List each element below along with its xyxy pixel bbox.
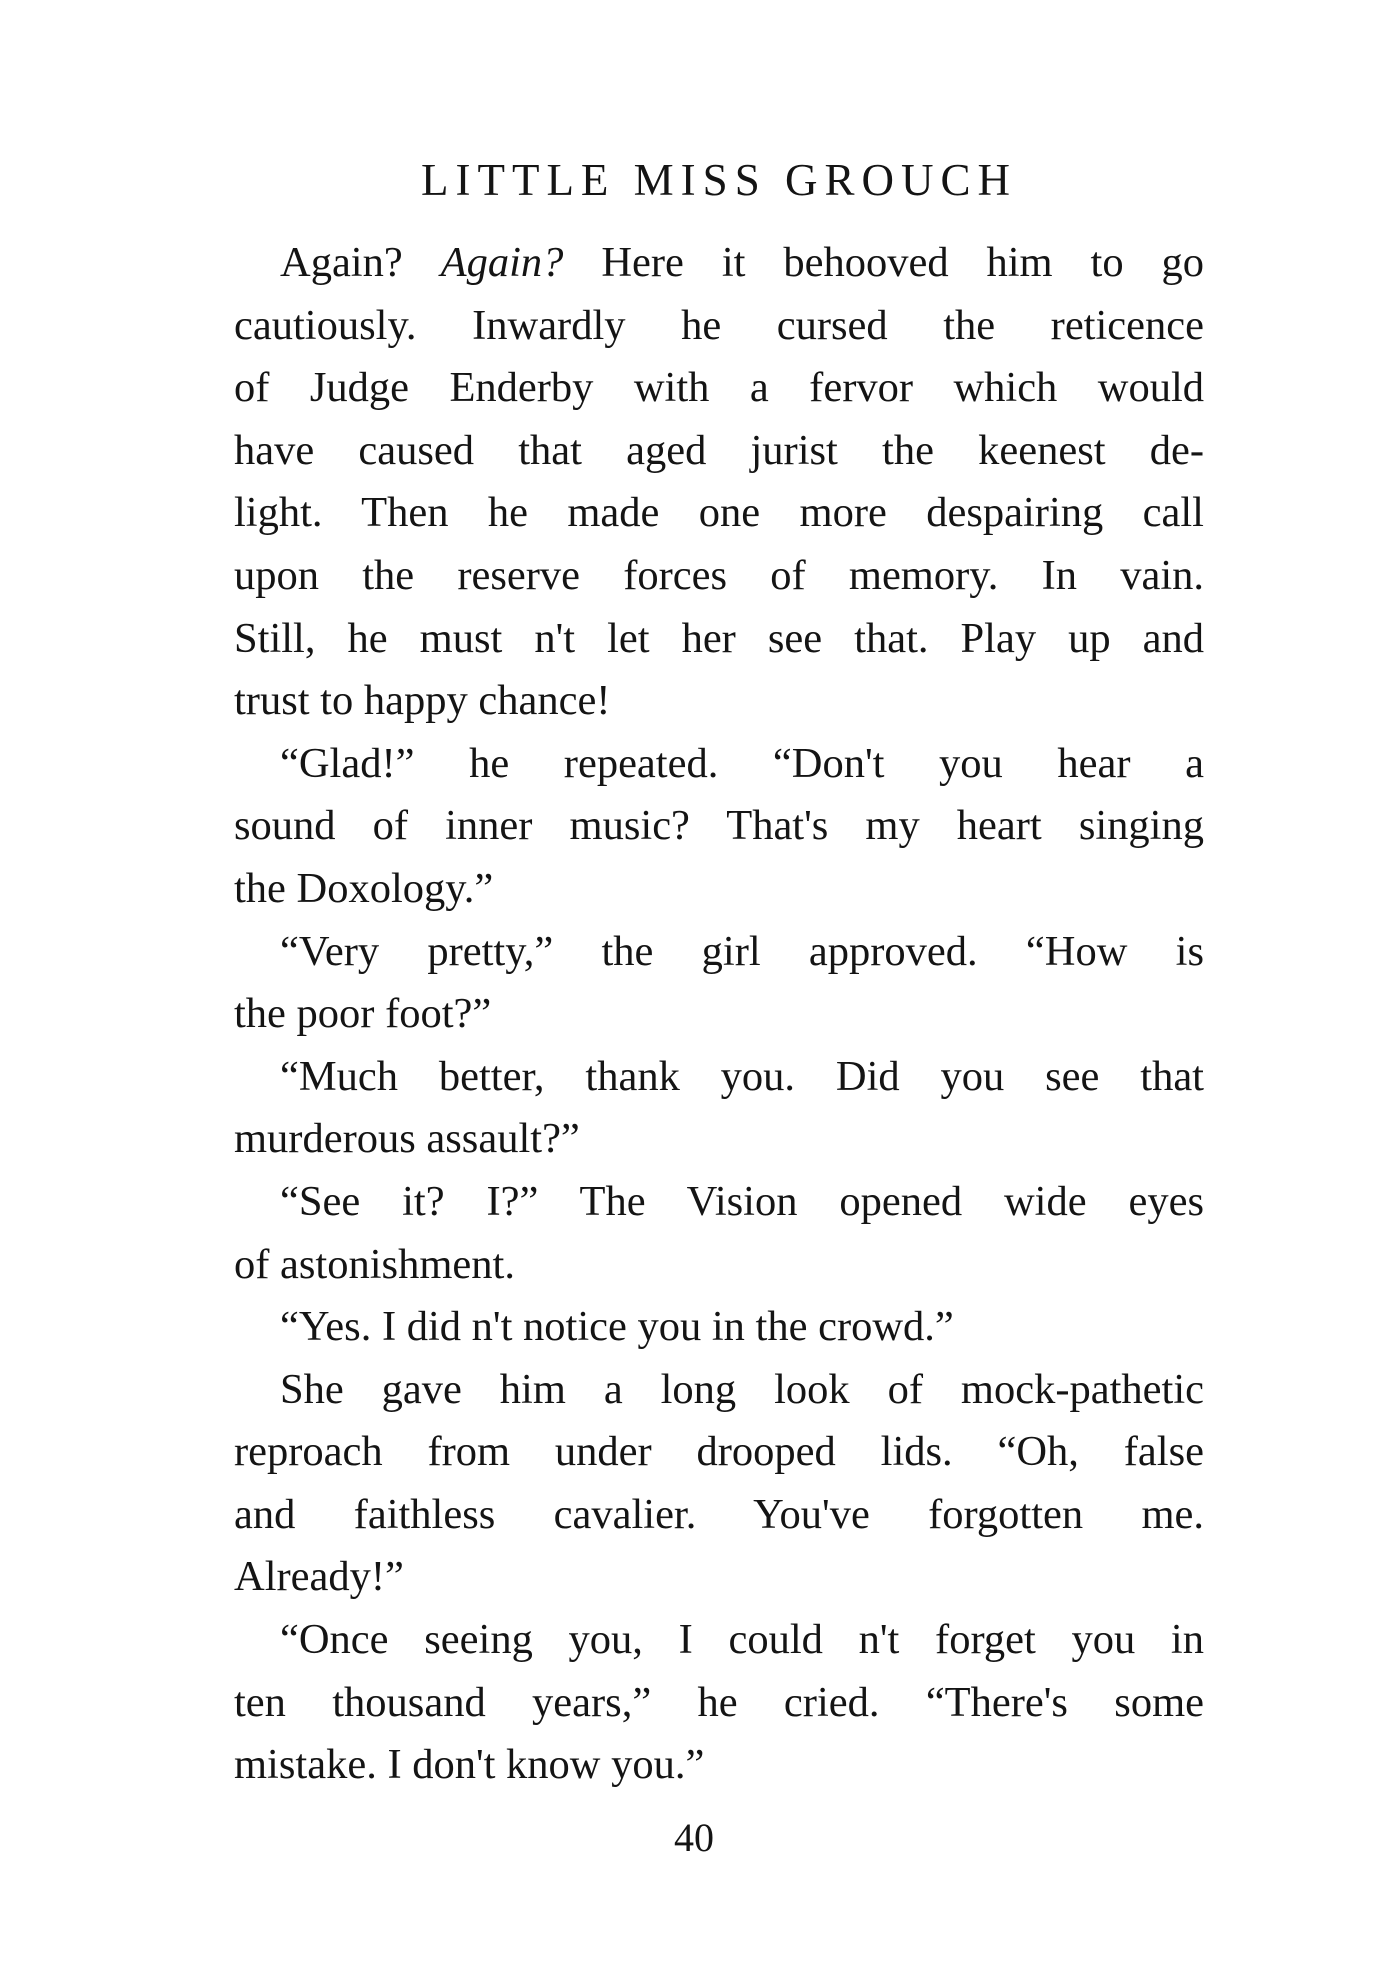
text-segment: “See it? I?” The Vision opened wide eyes xyxy=(280,1177,1204,1225)
text-line xyxy=(234,232,1204,295)
text-segment: Again? xyxy=(280,239,441,286)
text-segment: murderous assault?” xyxy=(234,1115,580,1163)
text-line xyxy=(234,420,1204,483)
text-segment: light. Then he made one more despairing call xyxy=(234,489,1204,537)
text-line xyxy=(234,1171,1204,1234)
text-line xyxy=(234,1108,1204,1171)
text-line xyxy=(234,482,1204,545)
text-segment: have caused that aged jurist the keenest de- xyxy=(234,426,1204,474)
text-segment: “Very pretty,” the girl approved. “How is xyxy=(280,927,1204,975)
text-segment: upon the reserve forces of memory. In vain. xyxy=(234,551,1204,599)
text-line xyxy=(234,795,1204,858)
text-line xyxy=(234,1734,1204,1797)
text-line xyxy=(234,921,1204,984)
text-line xyxy=(234,1484,1204,1547)
text-line xyxy=(234,858,1204,921)
text-segment: and faithless cavalier. You've forgotten me. xyxy=(234,1490,1204,1538)
page-number: 40 xyxy=(674,1815,714,1860)
text-line xyxy=(234,608,1204,671)
text-segment: mistake. I don't know you.” xyxy=(234,1741,705,1789)
text-segment: of Judge Enderby with a fervor which would xyxy=(234,364,1204,412)
text-segment: the Doxology.” xyxy=(234,864,494,912)
text-segment: of astonishment. xyxy=(234,1240,515,1288)
text-segment: “Glad!” he repeated. “Don't you hear a xyxy=(280,739,1204,787)
text-segment: the poor foot?” xyxy=(234,990,492,1038)
text-line xyxy=(234,983,1204,1046)
text-line xyxy=(234,545,1204,608)
text-segment: trust to happy chance! xyxy=(234,677,611,725)
text-line xyxy=(234,1046,1204,1109)
text-segment: Here it behooved him to go xyxy=(563,239,1204,286)
text-line xyxy=(234,1546,1204,1609)
text-segment: sound of inner music? That's my heart singing xyxy=(234,802,1204,850)
text-line xyxy=(234,670,1204,733)
text-line xyxy=(234,1672,1204,1735)
text-line xyxy=(234,733,1204,796)
text-segment: “Yes. I did n't notice you in the crowd.” xyxy=(280,1303,954,1351)
text-segment: cautiously. Inwardly he cursed the reticence xyxy=(234,301,1204,349)
text-segment: reproach from under drooped lids. “Oh, false xyxy=(234,1428,1204,1476)
italic-text: Again? xyxy=(440,239,564,286)
text-line xyxy=(234,295,1204,358)
text-segment: Still, he must n't let her see that. Play up and xyxy=(234,614,1204,662)
text-line xyxy=(234,1296,1204,1359)
text-segment: “Much better, thank you. Did you see that xyxy=(280,1052,1204,1100)
text-segment: She gave him a long look of mock-pathetic xyxy=(280,1365,1204,1413)
text-line xyxy=(234,1609,1204,1672)
text-segment: “Once seeing you, I could n't forget you in xyxy=(280,1616,1204,1664)
running-head: LITTLE MISS GROUCH xyxy=(421,155,1017,205)
text-segment: ten thousand years,” he cried. “There's some xyxy=(234,1678,1204,1726)
text-segment: Already!” xyxy=(234,1553,404,1601)
text-line xyxy=(234,357,1204,420)
text-line xyxy=(234,1421,1204,1484)
body-text xyxy=(234,232,1204,1797)
text-line xyxy=(234,1234,1204,1297)
text-line xyxy=(234,1359,1204,1422)
